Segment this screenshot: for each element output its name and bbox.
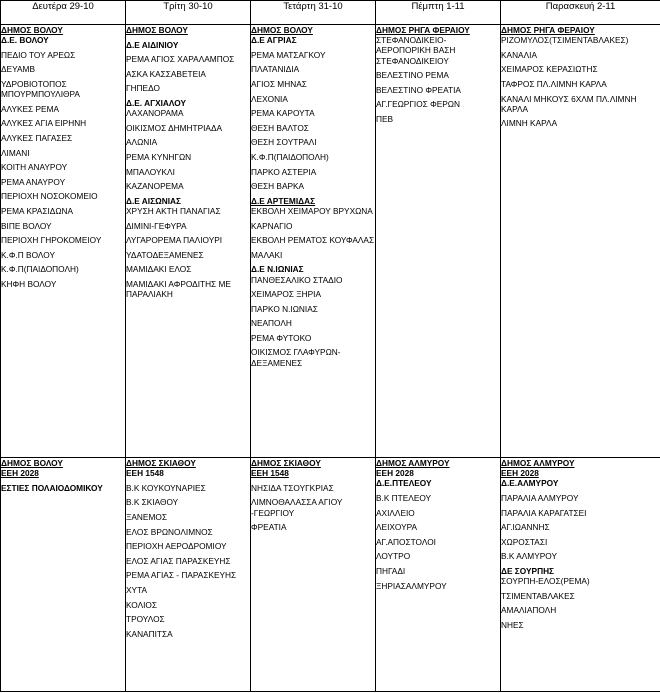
location-item: ΛΥΓΑΡΟΡΕΜΑ ΠΑΛΙΟΥΡΙ xyxy=(126,235,223,246)
location-item: ΡΕΜΑ ΚΑΡΟΥΤΑ xyxy=(251,108,315,119)
section-heading: Δ.Ε ΑΙΣΩΝΙΑΣ xyxy=(126,195,181,206)
section-heading: ΔΗΜΟΣ ΒΟΛΟΥ xyxy=(1,458,63,468)
location-item: ΡΕΜΑ ΑΝΑΥΡΟΥ xyxy=(1,176,66,187)
location-item: ΛΙΜΝΟΘΑΛΑΣΣΑ ΑΓΙΟΥ -ΓΕΩΡΓΙΟΥ xyxy=(251,497,343,518)
cell-friday-row1 xyxy=(501,25,660,458)
schedule-row-2 xyxy=(1,458,660,692)
location-item: ΚΑΝΑΠΙΤΣΑ xyxy=(126,628,173,639)
location-item: ΑΛΩΝΙΑ xyxy=(126,137,158,148)
section-heading: Δ.Ε ΑΙΔΙΝΙΟΥ xyxy=(126,39,179,50)
day-header-wednesday: Τετάρτη 31-10 xyxy=(251,1,376,25)
location-item: ΥΔΑΤΟΔΕΞΑΜΕΝΕΣ xyxy=(126,249,204,260)
location-item: ΧΕΙΜΑΡΟΣ ΚΕΡΑΣΙΩΤΗΣ xyxy=(501,64,598,75)
cell-tuesday-row1 xyxy=(126,25,251,458)
location-item: ΤΑΦΡΟΣ ΠΛ.ΛΙΜΝΗ ΚΑΡΛΑ xyxy=(501,78,607,89)
location-item: ΒΙΠΕ ΒΟΛΟΥ xyxy=(1,220,52,231)
section-heading: ΕΕΗ 1548 xyxy=(126,468,164,479)
location-item: ΜΑΛΑΚΙ xyxy=(251,249,283,260)
location-item: ΟΙΚΙΣΜΟΣ ΔΗΜΗΤΡΙΑΔΑ xyxy=(126,122,223,133)
section-heading: ΕΕΗ 2028 xyxy=(501,468,539,479)
location-item: ΞΗΡΙΑΣΑΛΜΥΡΟΥ xyxy=(376,580,447,591)
location-item: ΣΤΕΦΑΝΟΔΙΚΕΙΟ-ΑΕΡΟΠΟΡΙΚΗ ΒΑΣΗ ΣΤΕΦΑΝΟΔΙΚΕΙΟΥ xyxy=(376,35,456,66)
location-item: ΑΜΑΛΙΑΠΟΛΗ xyxy=(501,605,557,616)
section-heading: ΔΗΜΟΣ ΡΗΓΑ ΦΕΡΑΙΟΥ xyxy=(376,25,470,35)
location-item: ΤΡΟΥΛΟΣ xyxy=(126,614,165,625)
location-item: ΑΓ.ΑΠΟΣΤΟΛΟΙ xyxy=(376,536,436,547)
location-item: ΛΕΧΟΝΙΑ xyxy=(251,93,288,104)
section-heading: ΔΕ ΣΟΥΡΠΗΣ xyxy=(501,565,555,576)
section-heading: ΕΣΤΙΕΣ ΠΟΛΑΙΟΔΟΜΙΚΟΥ xyxy=(1,482,103,493)
location-item: ΟΙΚΙΣΜΟΣ ΓΛΑΦΥΡΩΝ-ΔΕΞΑΜΕΝΕΣ xyxy=(251,347,341,368)
location-item: ΔΙΜΙΝΙ-ΓΕΦΥΡΑ xyxy=(126,220,187,231)
location-item: Β.Κ ΑΛΜΥΡΟΥ xyxy=(501,551,557,562)
location-item: ΑΛΥΚΕΣ ΠΑΓΑΣΕΣ xyxy=(1,132,73,143)
location-item: ΠΛΑΤΑΝΙΔΙΑ xyxy=(251,64,300,75)
location-item: ΛΟΥΤΡΟ xyxy=(376,551,411,562)
section-heading: ΔΗΜΟΣ ΑΛΜΥΡΟΥ xyxy=(376,458,450,468)
location-item: ΞΑΝΕΜΟΣ xyxy=(126,511,167,522)
location-item: Κ.Φ.Π ΒΟΛΟΥ xyxy=(1,249,55,260)
location-item: ΑΣΚΑ ΚΑΣΣΑΒΕΤΕΙΑ xyxy=(126,68,206,79)
location-item: ΤΣΙΜΕΝΤΑΒΛΑΚΕΣ xyxy=(501,590,575,601)
section-heading: ΔΗΜΟΣ ΒΟΛΟΥ xyxy=(251,25,313,35)
location-item: Β.Κ ΠΤΕΛΕΟΥ xyxy=(376,493,432,503)
location-item: Β.Κ ΣΚΙΑΘΟΥ xyxy=(126,497,179,508)
location-item: ΧΡΥΣΗ ΑΚΤΗ ΠΑΝΑΓΙΑΣ xyxy=(126,205,221,216)
location-item: ΚΟΛΙΟΣ xyxy=(126,599,158,610)
location-item: ΓΗΠΕΔΟ xyxy=(126,83,160,94)
section-heading: Δ.Ε. ΒΟΛΟΥ xyxy=(1,35,49,46)
section-heading: Δ.Ε.ΠΤΕΛΕΟΥ xyxy=(376,478,432,489)
section-heading: ΔΗΜΟΣ ΒΟΛΟΥ xyxy=(1,25,63,35)
cell-thursday-row1 xyxy=(376,25,501,458)
schedule-row-1 xyxy=(1,25,660,458)
location-item: ΑΓ.ΓΕΩΡΓΙΟΣ ΦΕΡΩΝ xyxy=(376,99,460,110)
section-heading: ΔΗΜΟΣ ΣΚΙΑΘΟΥ xyxy=(126,458,196,468)
location-item: ΠΕΒ xyxy=(376,113,394,124)
location-item: ΠΕΡΙΟΧΗ ΑΕΡΟΔΡΟΜΙΟΥ xyxy=(126,541,227,552)
location-item: ΕΚΒΟΛΗ ΧΕΙΜΑΡΟΥ ΒΡΥΧΩΝΑ xyxy=(251,205,373,216)
cell-monday-row2 xyxy=(1,458,126,692)
cell-monday-row1 xyxy=(1,25,126,458)
location-item: ΘΕΣΗ ΒΑΛΤΟΣ xyxy=(251,122,309,133)
location-item: ΠΕΔΙΟ ΤΟΥ ΑΡΕΩΣ xyxy=(1,49,76,60)
cell-wednesday-row1 xyxy=(251,25,376,458)
location-item: ΑΓ.ΙΩΑΝΝΗΣ xyxy=(501,522,550,533)
location-item: ΦΡΕΑΤΙΑ xyxy=(251,522,287,533)
location-item: ΛΕΙΧΟΥΡΑ xyxy=(376,522,418,533)
location-item: ΛΙΜΝΗ ΚΑΡΛΑ xyxy=(501,118,558,129)
section-heading: ΔΗΜΟΣ ΑΛΜΥΡΟΥ xyxy=(501,458,575,468)
section-heading: Δ.Ε ΑΓΡΙΑΣ xyxy=(251,35,297,46)
location-item: ΠΕΡΙΟΧΗ ΝΟΣΟΚΟΜΕΙΟ xyxy=(1,191,98,202)
location-item: ΧΥΤΑ xyxy=(126,584,148,595)
cell-wednesday-row2 xyxy=(251,458,376,692)
location-item: ΝΕΑΠΟΛΗ xyxy=(251,318,292,329)
location-item: ΧΕΙΜΑΡΟΣ ΞΗΡΙΑ xyxy=(251,289,321,300)
section-heading: Δ.Ε.ΑΛΜΥΡΟΥ xyxy=(501,478,559,489)
day-header-monday: Δευτέρα 29-10 xyxy=(1,1,126,25)
location-item: ΚΑΝΑΛΙΑ xyxy=(501,49,537,60)
location-item: ΡΕΜΑ ΚΥΝΗΓΩΝ xyxy=(126,151,192,162)
location-item: Κ.Φ.Π(ΠΑΙΔΟΠΟΛΗ) xyxy=(251,151,329,162)
location-item: ΛΙΜΑΝΙ xyxy=(1,147,30,158)
location-item: ΠΑΡΚΟ ΑΣΤΕΡΙΑ xyxy=(251,166,317,177)
section-heading: ΔΗΜΟΣ ΒΟΛΟΥ xyxy=(126,25,188,35)
section-heading: Δ.Ε ΑΡΤΕΜΙΔΑΣ xyxy=(251,195,316,206)
section-heading: Δ.Ε Ν.ΙΩΝΙΑΣ xyxy=(251,264,304,275)
location-item: ΚΟΙΤΗ ΑΝΑΥΡΟΥ xyxy=(1,162,68,173)
cell-tuesday-row2 xyxy=(126,458,251,692)
location-item: ΑΧΙΛΛΕΙΟ xyxy=(376,507,415,518)
location-item: ΜΑΜΙΔΑΚΙ ΕΛΟΣ xyxy=(126,264,192,275)
location-item: ΑΛΥΚΕΣ ΡΕΜΑ xyxy=(1,103,60,114)
day-header-thursday: Πέμπτη 1-11 xyxy=(376,1,501,25)
location-item: ΚΗΦΗ ΒΟΛΟΥ xyxy=(1,278,57,289)
location-item: ΕΚΒΟΛΗ ΡΕΜΑΤΟΣ ΚΟΥΦΑΛΑΣ xyxy=(251,235,375,246)
location-item: ΡΙΖΟΜΥΛΟΣ(ΤΣΙΜΕΝΤΑΒΛΑΚΕΣ) xyxy=(501,35,629,46)
location-item: ΝΗΣΙΔΑ ΤΣΟΥΓΚΡΙΑΣ xyxy=(251,482,334,493)
section-heading: ΔΗΜΟΣ ΡΗΓΑ ΦΕΡΑΙΟΥ xyxy=(501,25,595,35)
cell-friday-row2 xyxy=(501,458,660,692)
location-item: ΕΛΟΣ ΑΓΙΑΣ ΠΑΡΑΣΚΕΥΗΣ xyxy=(126,555,231,566)
location-item: ΘΕΣΗ ΒΑΡΚΑ xyxy=(251,181,305,192)
location-item: ΠΑΡΑΛΙΑ ΑΛΜΥΡΟΥ xyxy=(501,493,579,503)
location-item: Β.Κ ΚΟΥΚΟΥΝΑΡΙΕΣ xyxy=(126,482,206,493)
location-item: ΜΑΜΙΔΑΚΙ ΑΦΡΟΔΙΤΗΣ ΜΕ ΠΑΡΑΛΙΑΚΗ xyxy=(126,278,231,300)
location-item: ΛΑΧΑΝΟΡΑΜΑ xyxy=(126,108,184,119)
location-item: ΣΟΥΡΠΗ-ΕΛΟΣ(ΡΕΜΑ) xyxy=(501,576,590,587)
location-item: ΑΓΙΟΣ ΜΗΝΑΣ xyxy=(251,78,307,89)
section-heading: ΔΗΜΟΣ ΣΚΙΑΘΟΥ xyxy=(251,458,321,468)
location-item: ΡΕΜΑ ΚΡΑΣΙΔΩΝΑ xyxy=(1,205,74,216)
location-item: ΠΑΡΑΛΙΑ ΚΑΡΑΓΑΤΣΕΙ xyxy=(501,507,587,518)
section-heading: ΕΕΗ 1548 xyxy=(251,468,289,479)
location-item: ΘΕΣΗ ΣΟΥΤΡΑΛΙ xyxy=(251,137,317,148)
location-item: ΠΑΡΚΟ Ν.ΙΩΝΙΑΣ xyxy=(251,303,318,314)
location-item: ΡΕΜΑ ΑΓΙΟΣ ΧΑΡΑΛΑΜΠΟΣ xyxy=(126,54,235,65)
location-item: ΧΩΡΟΣΤΑΣΙ xyxy=(501,536,548,547)
day-header-tuesday: Τρίτη 30-10 xyxy=(126,1,251,25)
location-item: ΚΑΝΑΛΙ ΜΗΚΟΥΣ 6ΧΛΜ ΠΛ.ΛΙΜΝΗ ΚΑΡΛΑ xyxy=(501,93,637,114)
location-item: ΕΛΟΣ ΒΡΩΝΟΛΙΜΝΟΣ xyxy=(126,526,213,537)
location-item: ΠΕΡΙΟΧΗ ΓΗΡΟΚΟΜΕΙΟΥ xyxy=(1,235,102,246)
day-header-friday: Παρασκευή 2-11 xyxy=(501,1,660,25)
location-item: ΠΗΓΑΔΙ xyxy=(376,565,406,576)
location-item: ΡΕΜΑ ΜΑΤΣΑΓΚΟΥ xyxy=(251,49,326,60)
location-item: ΡΕΜΑ ΑΓΙΑΣ - ΠΑΡΑΣΚΕΥΗΣ xyxy=(126,570,237,581)
location-item: ΡΕΜΑ ΦΥΤΟΚΟ xyxy=(251,332,312,343)
location-item: ΠΑΝΘΕΣΑΛΙΚΟ ΣΤΑΔΙΟ xyxy=(251,274,343,285)
location-item: ΜΠΑΛΟΥΚΛΙ xyxy=(126,166,175,177)
section-heading: Δ.Ε. ΑΓΧΙΑΛΟΥ xyxy=(126,97,186,108)
location-item: Κ.Φ.Π(ΠΑΙΔΟΠΟΛΗ) xyxy=(1,264,79,275)
location-item: ΚΑΡΝΑΓΙΟ xyxy=(251,220,293,231)
section-heading: ΕΕΗ 2028 xyxy=(1,468,39,479)
header-row xyxy=(1,1,660,25)
location-item: ΝΗΕΣ xyxy=(501,619,524,630)
location-item: ΔΕΥΑΜΒ xyxy=(1,64,35,75)
section-heading: ΕΕΗ 2028 xyxy=(376,468,414,479)
location-item: ΚΑΖΑΝΟΡΕΜΑ xyxy=(126,181,184,192)
location-item: ΑΛΥΚΕΣ ΑΓΙΑ ΕΙΡΗΝΗ xyxy=(1,118,87,129)
location-item: ΒΕΛΕΣΤΙΝΟ ΡΕΜΑ xyxy=(376,70,449,81)
location-item: ΥΔΡΟΒΙΟΤΟΠΟΣ ΜΠΟΥΡΜΠΟΥΛΙΘΡΑ xyxy=(1,78,80,100)
cell-thursday-row2 xyxy=(376,458,501,692)
location-item: ΒΕΛΕΣΤΙΝΟ ΦΡΕΑΤΙΑ xyxy=(376,84,461,95)
